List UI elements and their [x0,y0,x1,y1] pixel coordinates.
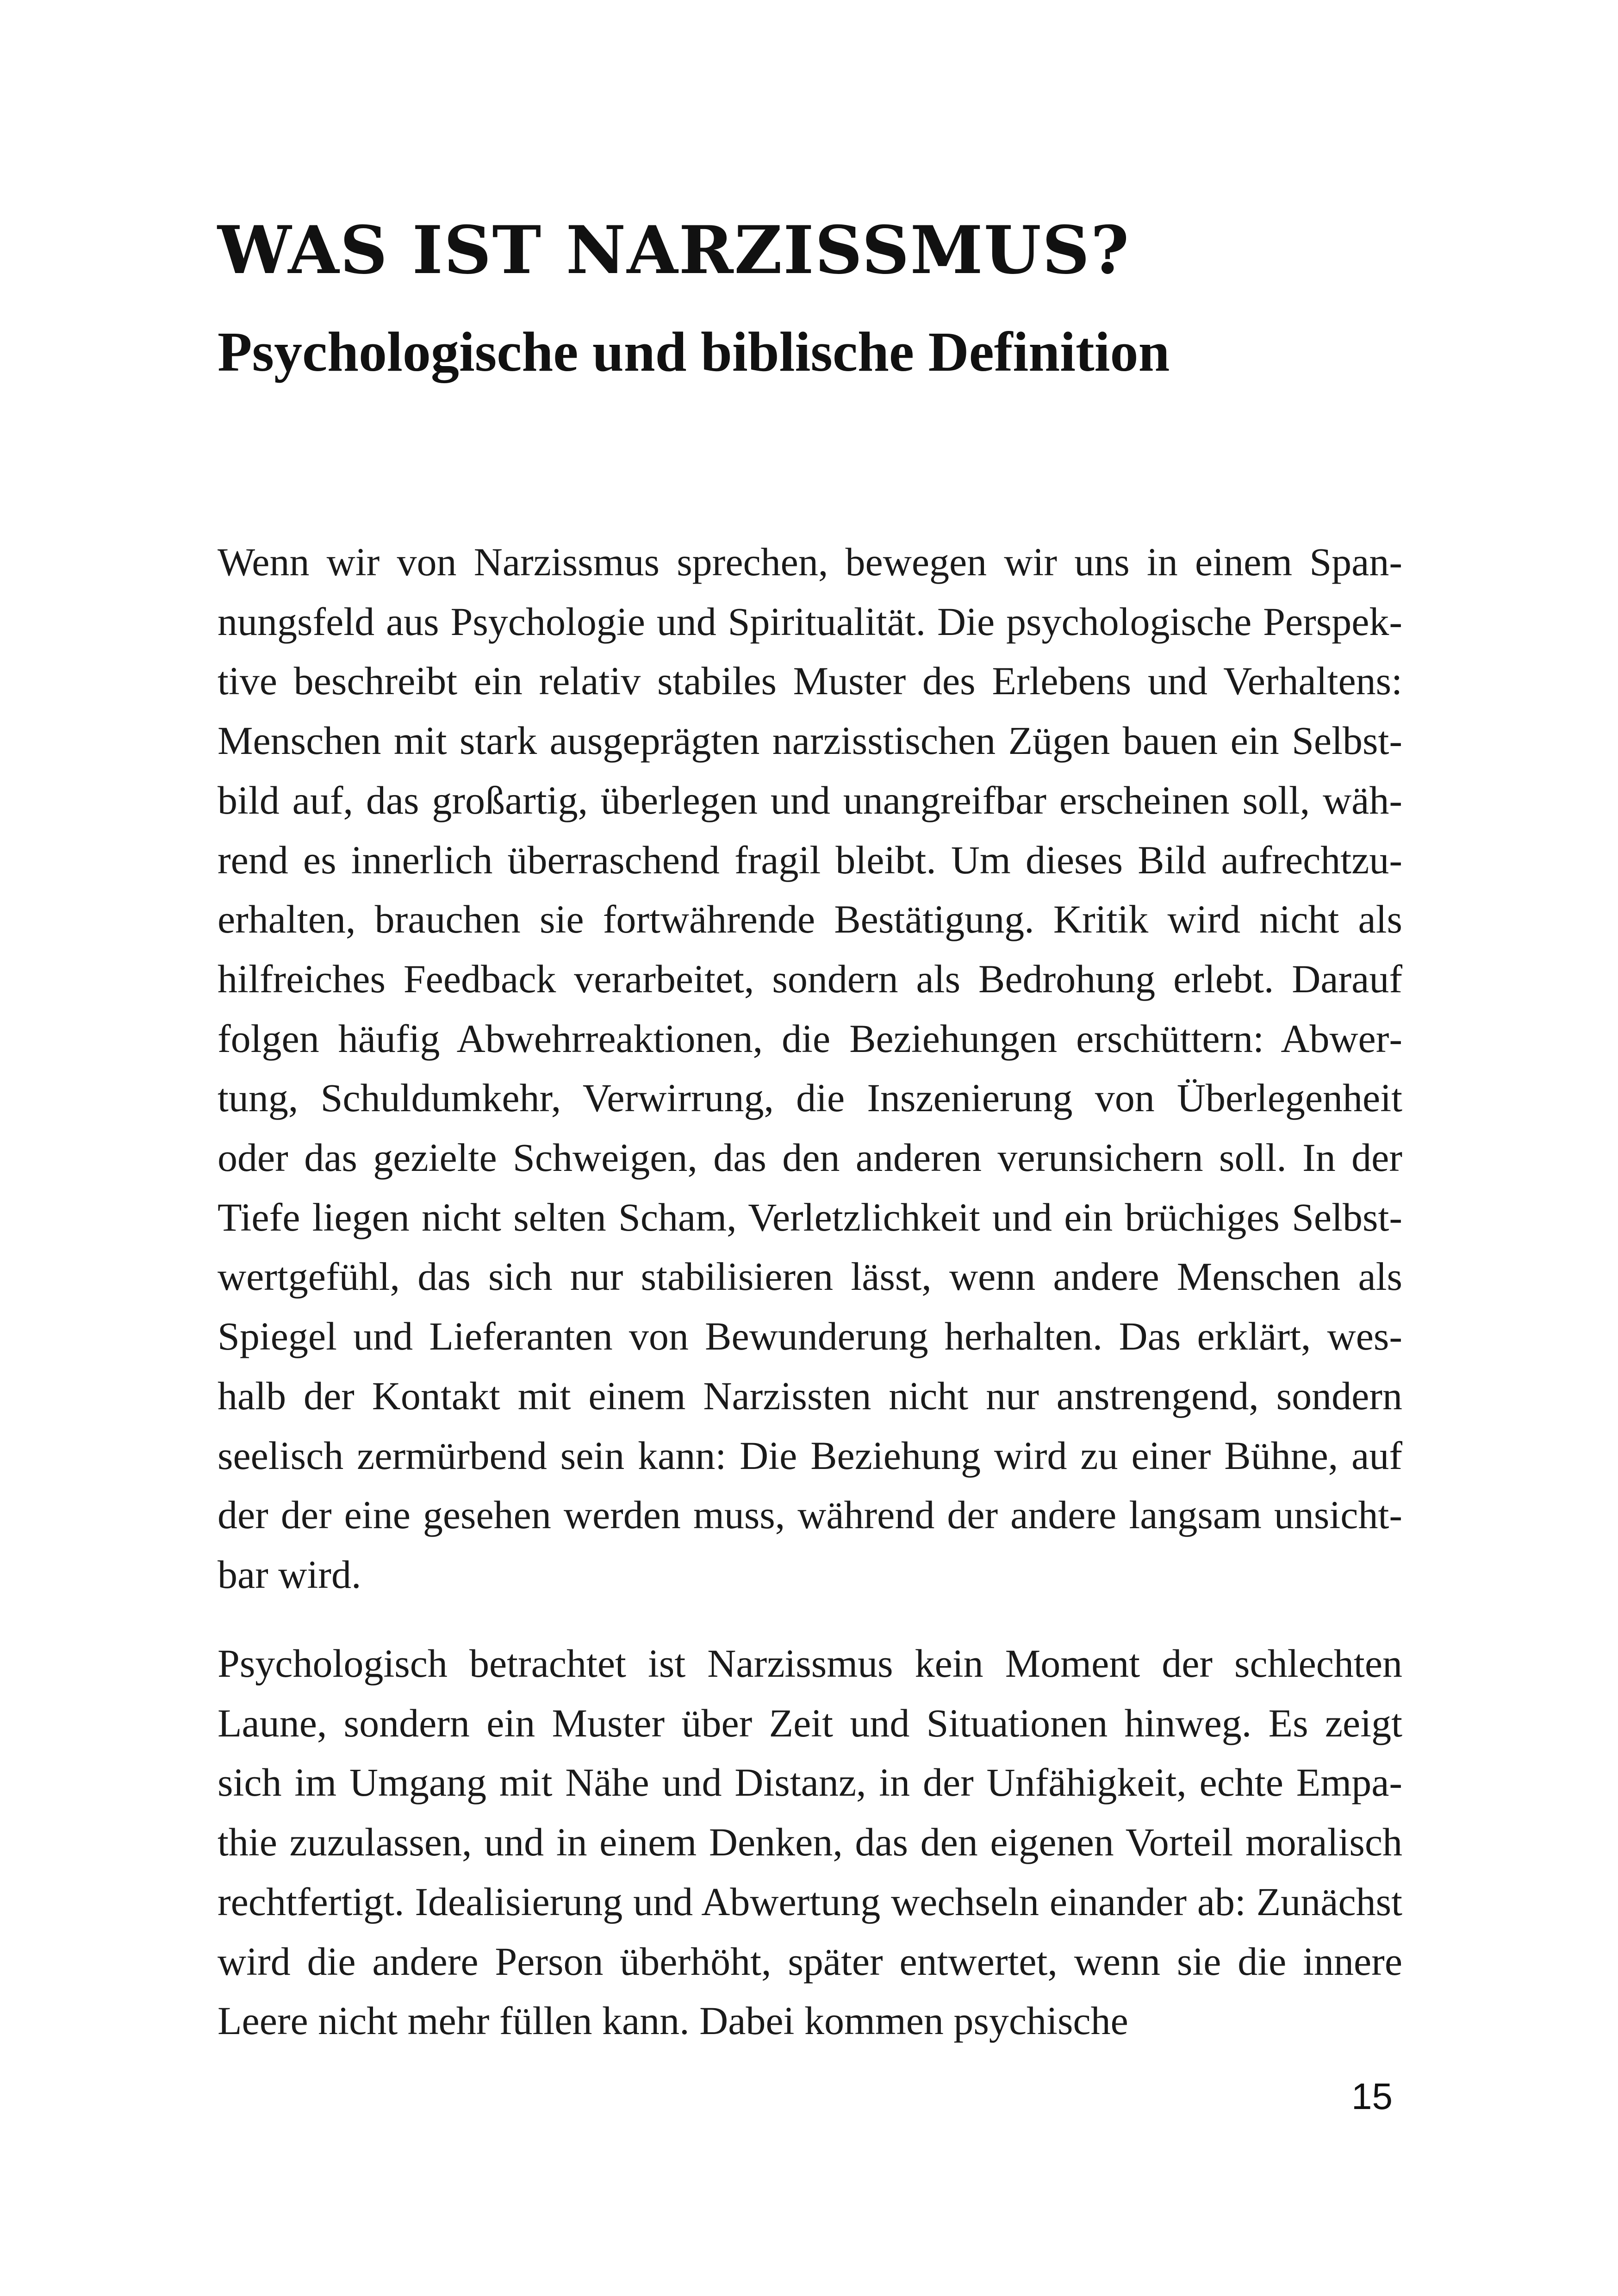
page-number: 15 [1351,2076,1393,2117]
body-paragraph: Psychologisch betrachtet ist Narzissmus kein Moment der schlechten Laune, sondern ein Muster über Zeit und Situationen hinweg. Es zeigt sich im Umgang mit Nähe und Distanz, in der Unfähigkeit, echte Empathie zuzulassen, und in einem Denken, das den eigenen Vorteil moralisch rechtfertigt. Idealisierung und Abwertung wechseln einander ab: Zunächst wird die andere Person überhöht, später entwertet, wenn sie die innere Leere nicht mehr füllen kann. Dabei kommen psychische [218,1641,1402,2043]
body-paragraph: Wenn wir von Narzissmus sprechen, bewegen wir uns in einem Spannungsfeld aus Psychologie und Spiritualität. Die psychologische Perspektive beschreibt ein relativ stabiles Muster des Erlebens und Verhaltens: Menschen mit stark ausgeprägten narzisstischen Zügen bauen ein Selbstbild auf, das großartig, überlegen und unangreifbar erscheinen soll, während es innerlich überraschend fragil bleibt. Um dieses Bild aufrechtzuerhalten, brauchen sie fortwährende Bestätigung. Kritik wird nicht als hilfreiches Feedback verarbeitet, sondern als Bedrohung erlebt. Darauf folgen häufig Abwehrreaktionen, die Beziehungen erschüttern: Abwertung, Schuldumkehr, Verwirrung, die Inszenierung von Überlegenheit oder das gezielte Schweigen, das den anderen verunsichern soll. In der Tiefe liegen nicht selten Scham, Verletzlichkeit und ein brüchiges Selbstwertgefühl, das sich nur stabilisieren lässt, wenn andere Menschen als Spiegel und Lieferanten von Bewunderung herhalten. Das erklärt, weshalb der Kontakt mit einem Narzissten nicht nur anstrengend, sondern seelisch zermürbend sein kann: Die Beziehung wird zu einer Bühne, auf der der eine gesehen werden muss, während der andere langsam unsichtbar wird. [218,540,1402,1597]
chapter-title: WAS IST NARZISSMUS? [218,212,1130,289]
chapter-subtitle: Psychologische und biblische Definition [218,321,1170,383]
